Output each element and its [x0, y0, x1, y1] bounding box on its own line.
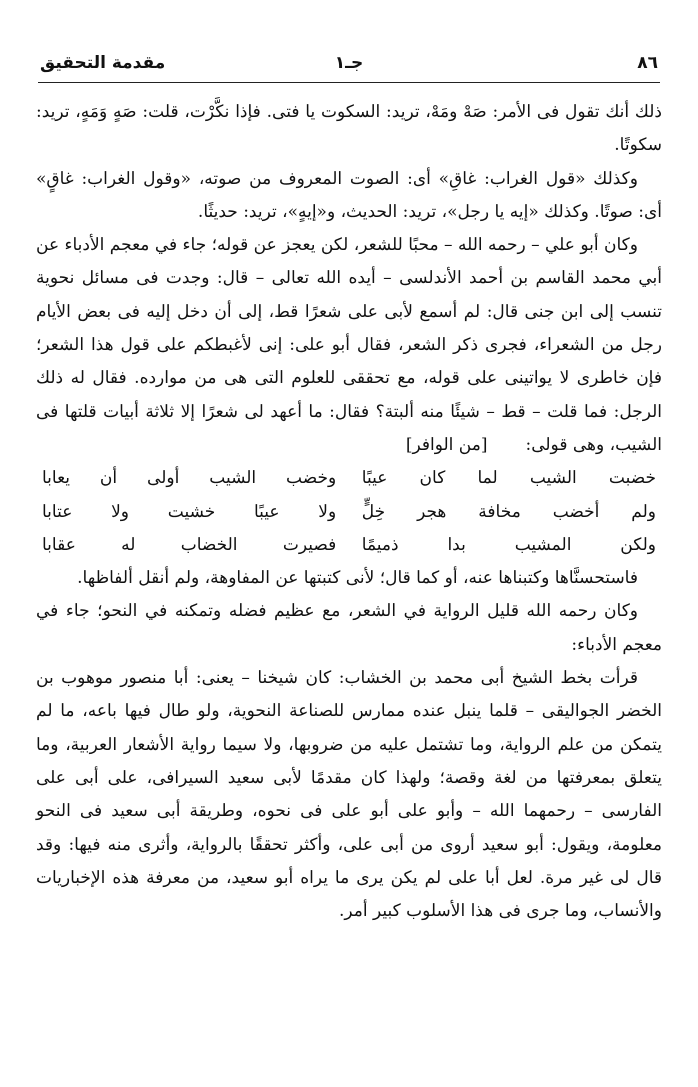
paragraph: ذلك أنك تقول فى الأمر: صَهْ ومَهْ، تريد: السكوت يا فتى. فإذا نكَّرْت، قلت: صَهٍ وَمَهٍ، تريد: سكوتًا.: [36, 102, 662, 156]
volume-label: جـ١: [334, 53, 364, 73]
poem: [36, 462, 662, 562]
meter-tag: [من الوافر]: [405, 434, 488, 455]
poem-verse: [36, 496, 662, 529]
poem-verse: [36, 529, 662, 562]
paragraph: فاستحسنَّاها وكتبناها عنه، أو كما قال؛ لأنى كتبتها عن المفاوهة، ولم أنقل ألفاظها.: [77, 568, 638, 589]
page-number: ٨٦: [637, 53, 658, 73]
header-rule: [38, 82, 660, 83]
paragraph-text: وكان أبو علي – رحمه الله – محبًا للشعر، لكن يعجز عن قوله؛ جاء في معجم الأدباء عن أبي محمد القاسم بن أحمد الأندلسى – أيده الله تعالى – قال: وجدت فى مسائل نحوية تنسب إلى ابن جنى قال: لم أسمع لأبى على شعرًا قط، إلى أن دخل إليه فى بعض الأيام رجل من الشعراء، فجرى ذكر الشعر، فقال أبو على: إنى لأغبطكم على قول هذا الشعر؛ فإن خاطرى لا يواتينى على قوله، مع تحققى للعلوم التى هى من موارده. فقال له ذلك الرجل: فما قلت – قط – شيئًا منه ألبتة؟ فقال: ما أعهد لى شعرًا إلا ثلاثة أبيات قلتها فى الشيب، وهى قولى:: [36, 235, 662, 455]
verse-second-hemistich: ولا عيبًا خشيت ولا عتابا: [42, 501, 337, 522]
verse-second-hemistich: فصيرت الخضاب له عقابا: [42, 534, 337, 555]
paragraph: [36, 229, 662, 462]
verse-first-hemistich: ولكن المشيب بدا ذميمًا: [361, 534, 656, 555]
paragraph: قرأت بخط الشيخ أبى محمد بن الخشاب: كان شيخنا – يعنى: أبا منصور موهوب بن الخضر الجواليقى – قلما ينبل عنده ممارس للصناعة النحوية، ولو طال فيها باعه، ما لم يتمكن من علم الرواية، وما تشتمل عليه من ضروبها، ولا سيما رواية الأشعار العربية، وما يتعلق بمعرفتها من لغة وقصة؛ ولهذا كان مقدمًا لأبى سعيد السيرافى، على أبى على الفارسى – رحمهما الله – وأبو على أبو على فى نحوه، وطريقة أبى سعيد فى النحو معلومة، ويقول: أبو سعيد أروى من أبى على، وأكثر تحققًا بالرواية، وأثرى منه فيها: وقد قال لى غير مرة. لعل أبا على لم يكن يرى ما يراه أبو سعيد، من معرفة هذه الإخباريات والأنساب، وما جرى فى هذا الأسلوب كبير أمر.: [36, 668, 662, 922]
verse-first-hemistich: خضبت الشيب لما كان عيبًا: [361, 468, 656, 489]
paragraph: وكذلك «قول الغراب: غاقِ» أى: الصوت المعروف من صوته، «وقول الغراب: غاقٍ» أى: صوتًا. وكذلك «إيه يا رجل»، تريد: الحديث، و«إيهٍ»، تريد: حديثًا.: [36, 168, 662, 222]
paragraph: وكان رحمه الله قليل الرواية في الشعر، مع عظيم فضله وتمكنه في النحو؛ جاء في معجم الأدباء:: [36, 601, 662, 655]
body-text: [36, 96, 662, 928]
verse-first-hemistich: ولم أخضب مخافة هجر خِلٍّ: [361, 501, 656, 522]
section-title: مقدمة التحقيق: [40, 53, 166, 73]
poem-verse: [36, 462, 662, 495]
running-header: [0, 49, 698, 83]
verse-second-hemistich: وخضب الشيب أولى أن يعابا: [42, 468, 337, 489]
